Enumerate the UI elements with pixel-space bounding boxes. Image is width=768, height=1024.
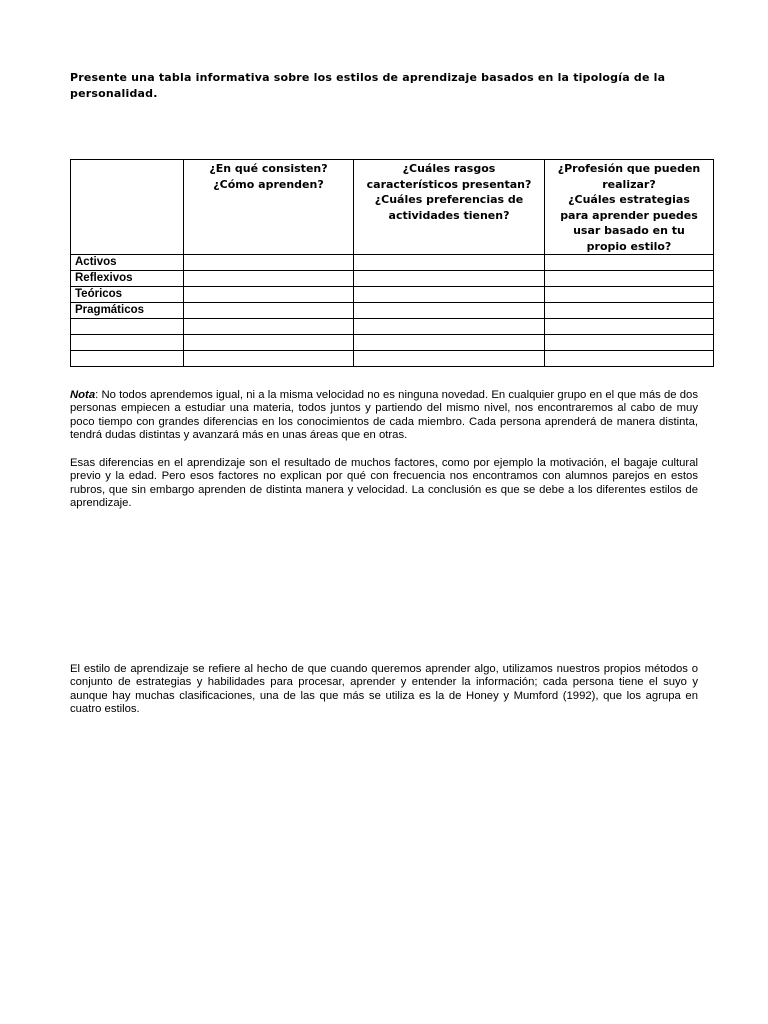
empty-cell bbox=[354, 287, 545, 303]
table-row bbox=[71, 255, 714, 271]
header-line: para aprender puedes bbox=[560, 208, 698, 222]
header-cell-2 bbox=[354, 160, 545, 255]
empty-cell bbox=[354, 255, 545, 271]
header-line: ¿Cuáles estrategias bbox=[568, 193, 690, 206]
row-label-cell bbox=[71, 319, 184, 335]
table-row bbox=[71, 303, 714, 319]
row-label-cell: Pragmáticos bbox=[71, 303, 184, 319]
nota-label: Nota bbox=[70, 389, 96, 401]
empty-cell bbox=[354, 335, 545, 351]
table-row bbox=[71, 271, 714, 287]
row-label-cell bbox=[71, 335, 184, 351]
empty-cell bbox=[184, 255, 354, 271]
empty-cell bbox=[184, 351, 354, 367]
empty-cell bbox=[184, 319, 354, 335]
empty-cell bbox=[545, 351, 714, 367]
empty-cell bbox=[184, 303, 354, 319]
header-cell-empty bbox=[71, 160, 184, 255]
empty-cell bbox=[545, 255, 714, 271]
nota-paragraph bbox=[70, 389, 698, 443]
header-cell-1 bbox=[184, 160, 354, 255]
row-label-cell: Reflexivos bbox=[71, 271, 184, 287]
empty-cell bbox=[184, 335, 354, 351]
empty-cell bbox=[354, 319, 545, 335]
nota-text: : No todos aprendemos igual, ni a la misma velocidad no es ninguna novedad. En cualquier grupo en el que más de dos personas empiecen a estudiar una materia, todos juntos y partiendo del mismo nivel, nos encontraremos al cabo de muy poco tiempo con grandes diferencias en los conocimientos de cada miembro. Cada persona aprenderá de manera distinta, tendrá dudas distintas y avanzará más en unas áreas que en otras. bbox=[70, 389, 698, 442]
paragraph-learning-style: El estilo de aprendizaje se refiere al hecho de que cuando queremos aprender algo, utilizamos nuestros propios métodos o conjunto de estrategias y habilidades para procesar, aprender y entender la información; cada persona tiene el suyo y aunque hay muchas clasificaciones, una de las que más se utiliza es la de Honey y Mumford (1992), que los agrupa en cuatro estilos. bbox=[70, 663, 698, 716]
page-title: Presente una tabla informativa sobre los estilos de aprendizaje basados en la tipología de la personalidad. bbox=[70, 71, 666, 100]
header-line: ¿Cuáles preferencias de bbox=[374, 193, 524, 206]
empty-cell bbox=[184, 271, 354, 287]
header-line: usar basado en tu bbox=[573, 224, 685, 237]
header-line: característicos presentan? bbox=[366, 177, 532, 191]
table-row bbox=[71, 351, 714, 367]
empty-cell bbox=[545, 303, 714, 319]
table-row bbox=[71, 287, 714, 303]
paragraph-differences: Esas diferencias en el aprendizaje son el resultado de muchos factores, como por ejemplo la motivación, el bagaje cultural previo y la edad. Pero esos factores no explican por qué con frecuencia nos encontramos con alumnos parejos en estos rubros, que sin embargo aprenden de distinta manera y velocidad. La conclusión es que se debe a los diferentes estilos de aprendizaje. bbox=[70, 457, 698, 510]
header-line: propio estilo? bbox=[586, 239, 672, 253]
header-line: ¿Cuáles rasgos bbox=[402, 162, 496, 175]
empty-cell bbox=[354, 271, 545, 287]
row-label-cell bbox=[71, 351, 184, 367]
empty-cell bbox=[354, 303, 545, 319]
header-line: ¿Cómo aprenden? bbox=[213, 177, 324, 191]
header-line: ¿En qué consisten? bbox=[209, 162, 328, 175]
row-label-cell: Teóricos bbox=[71, 287, 184, 303]
empty-cell bbox=[545, 319, 714, 335]
header-line: realizar? bbox=[602, 177, 656, 191]
empty-cell bbox=[545, 287, 714, 303]
empty-cell bbox=[545, 335, 714, 351]
table-row bbox=[71, 335, 714, 351]
empty-cell bbox=[545, 271, 714, 287]
row-label-cell: Activos bbox=[71, 255, 184, 271]
learning-styles-table bbox=[70, 159, 714, 367]
header-cell-3 bbox=[545, 160, 714, 255]
table-header-row bbox=[71, 160, 714, 255]
table-row bbox=[71, 319, 714, 335]
header-line: ¿Profesión que pueden bbox=[557, 162, 701, 175]
empty-cell bbox=[354, 351, 545, 367]
empty-cell bbox=[184, 287, 354, 303]
header-line: actividades tienen? bbox=[388, 208, 510, 222]
